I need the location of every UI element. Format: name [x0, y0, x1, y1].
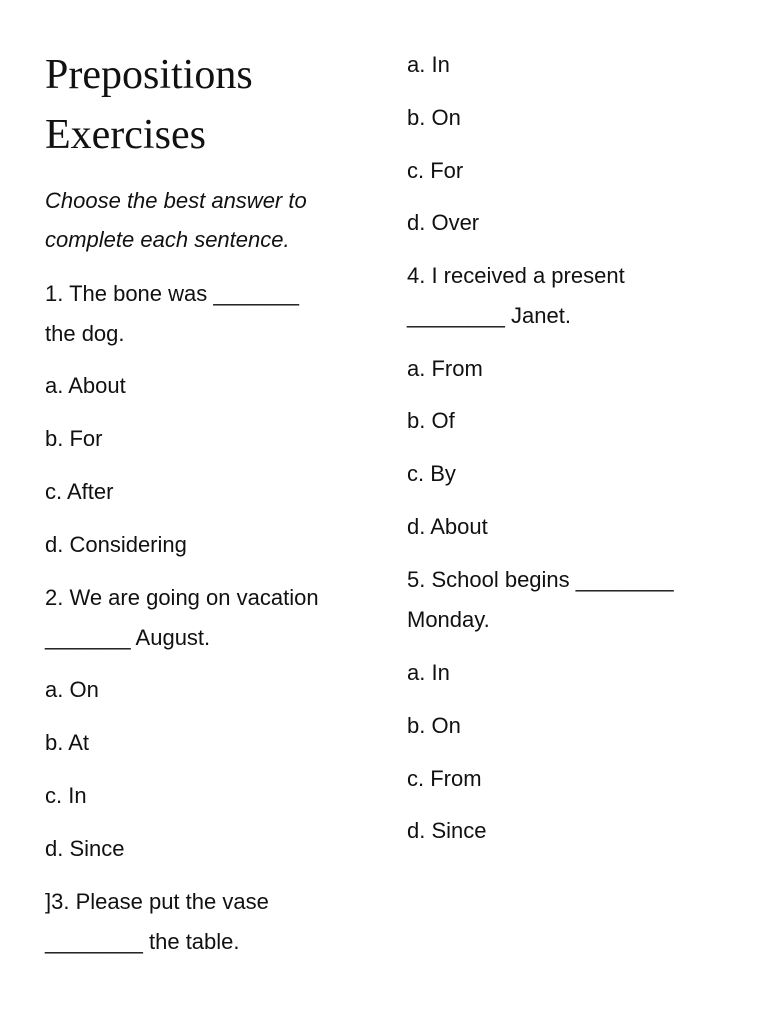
question-2: _______ August.: [45, 625, 211, 650]
question-1: the dog.: [45, 321, 125, 346]
option: b. At: [45, 730, 90, 755]
instructions: Choose the best answer to: [45, 188, 307, 213]
question-1: 1. The bone was _______: [45, 281, 300, 306]
option: d. About: [407, 514, 488, 539]
page-title: Exercises: [45, 112, 206, 158]
option: c. From: [407, 766, 482, 791]
instructions: complete each sentence.: [45, 227, 290, 252]
option: d. Over: [407, 210, 480, 235]
option: d. Since: [407, 818, 487, 843]
option: a. In: [407, 52, 450, 77]
option: c. In: [45, 783, 87, 808]
question-2: 2. We are going on vacation: [45, 585, 319, 610]
option: b. For: [45, 426, 103, 451]
option: a. On: [45, 677, 99, 702]
option: b. On: [407, 105, 461, 130]
question-3: ]3. Please put the vase: [45, 889, 269, 914]
option: a. From: [407, 356, 483, 381]
question-5: Monday.: [407, 607, 490, 632]
option: d. Since: [45, 836, 125, 861]
option: d. Considering: [45, 532, 187, 557]
question-5: 5. School begins ________: [407, 567, 674, 592]
page-title: Prepositions: [45, 52, 253, 98]
question-4: 4. I received a present: [407, 263, 625, 288]
option: c. By: [407, 461, 456, 486]
option: c. After: [45, 479, 114, 504]
option: b. Of: [407, 408, 455, 433]
question-4: ________ Janet.: [407, 303, 571, 328]
option: a. In: [407, 660, 450, 685]
option: a. About: [45, 373, 126, 398]
question-3: ________ the table.: [45, 929, 240, 954]
option: c. For: [407, 158, 464, 183]
option: b. On: [407, 713, 461, 738]
